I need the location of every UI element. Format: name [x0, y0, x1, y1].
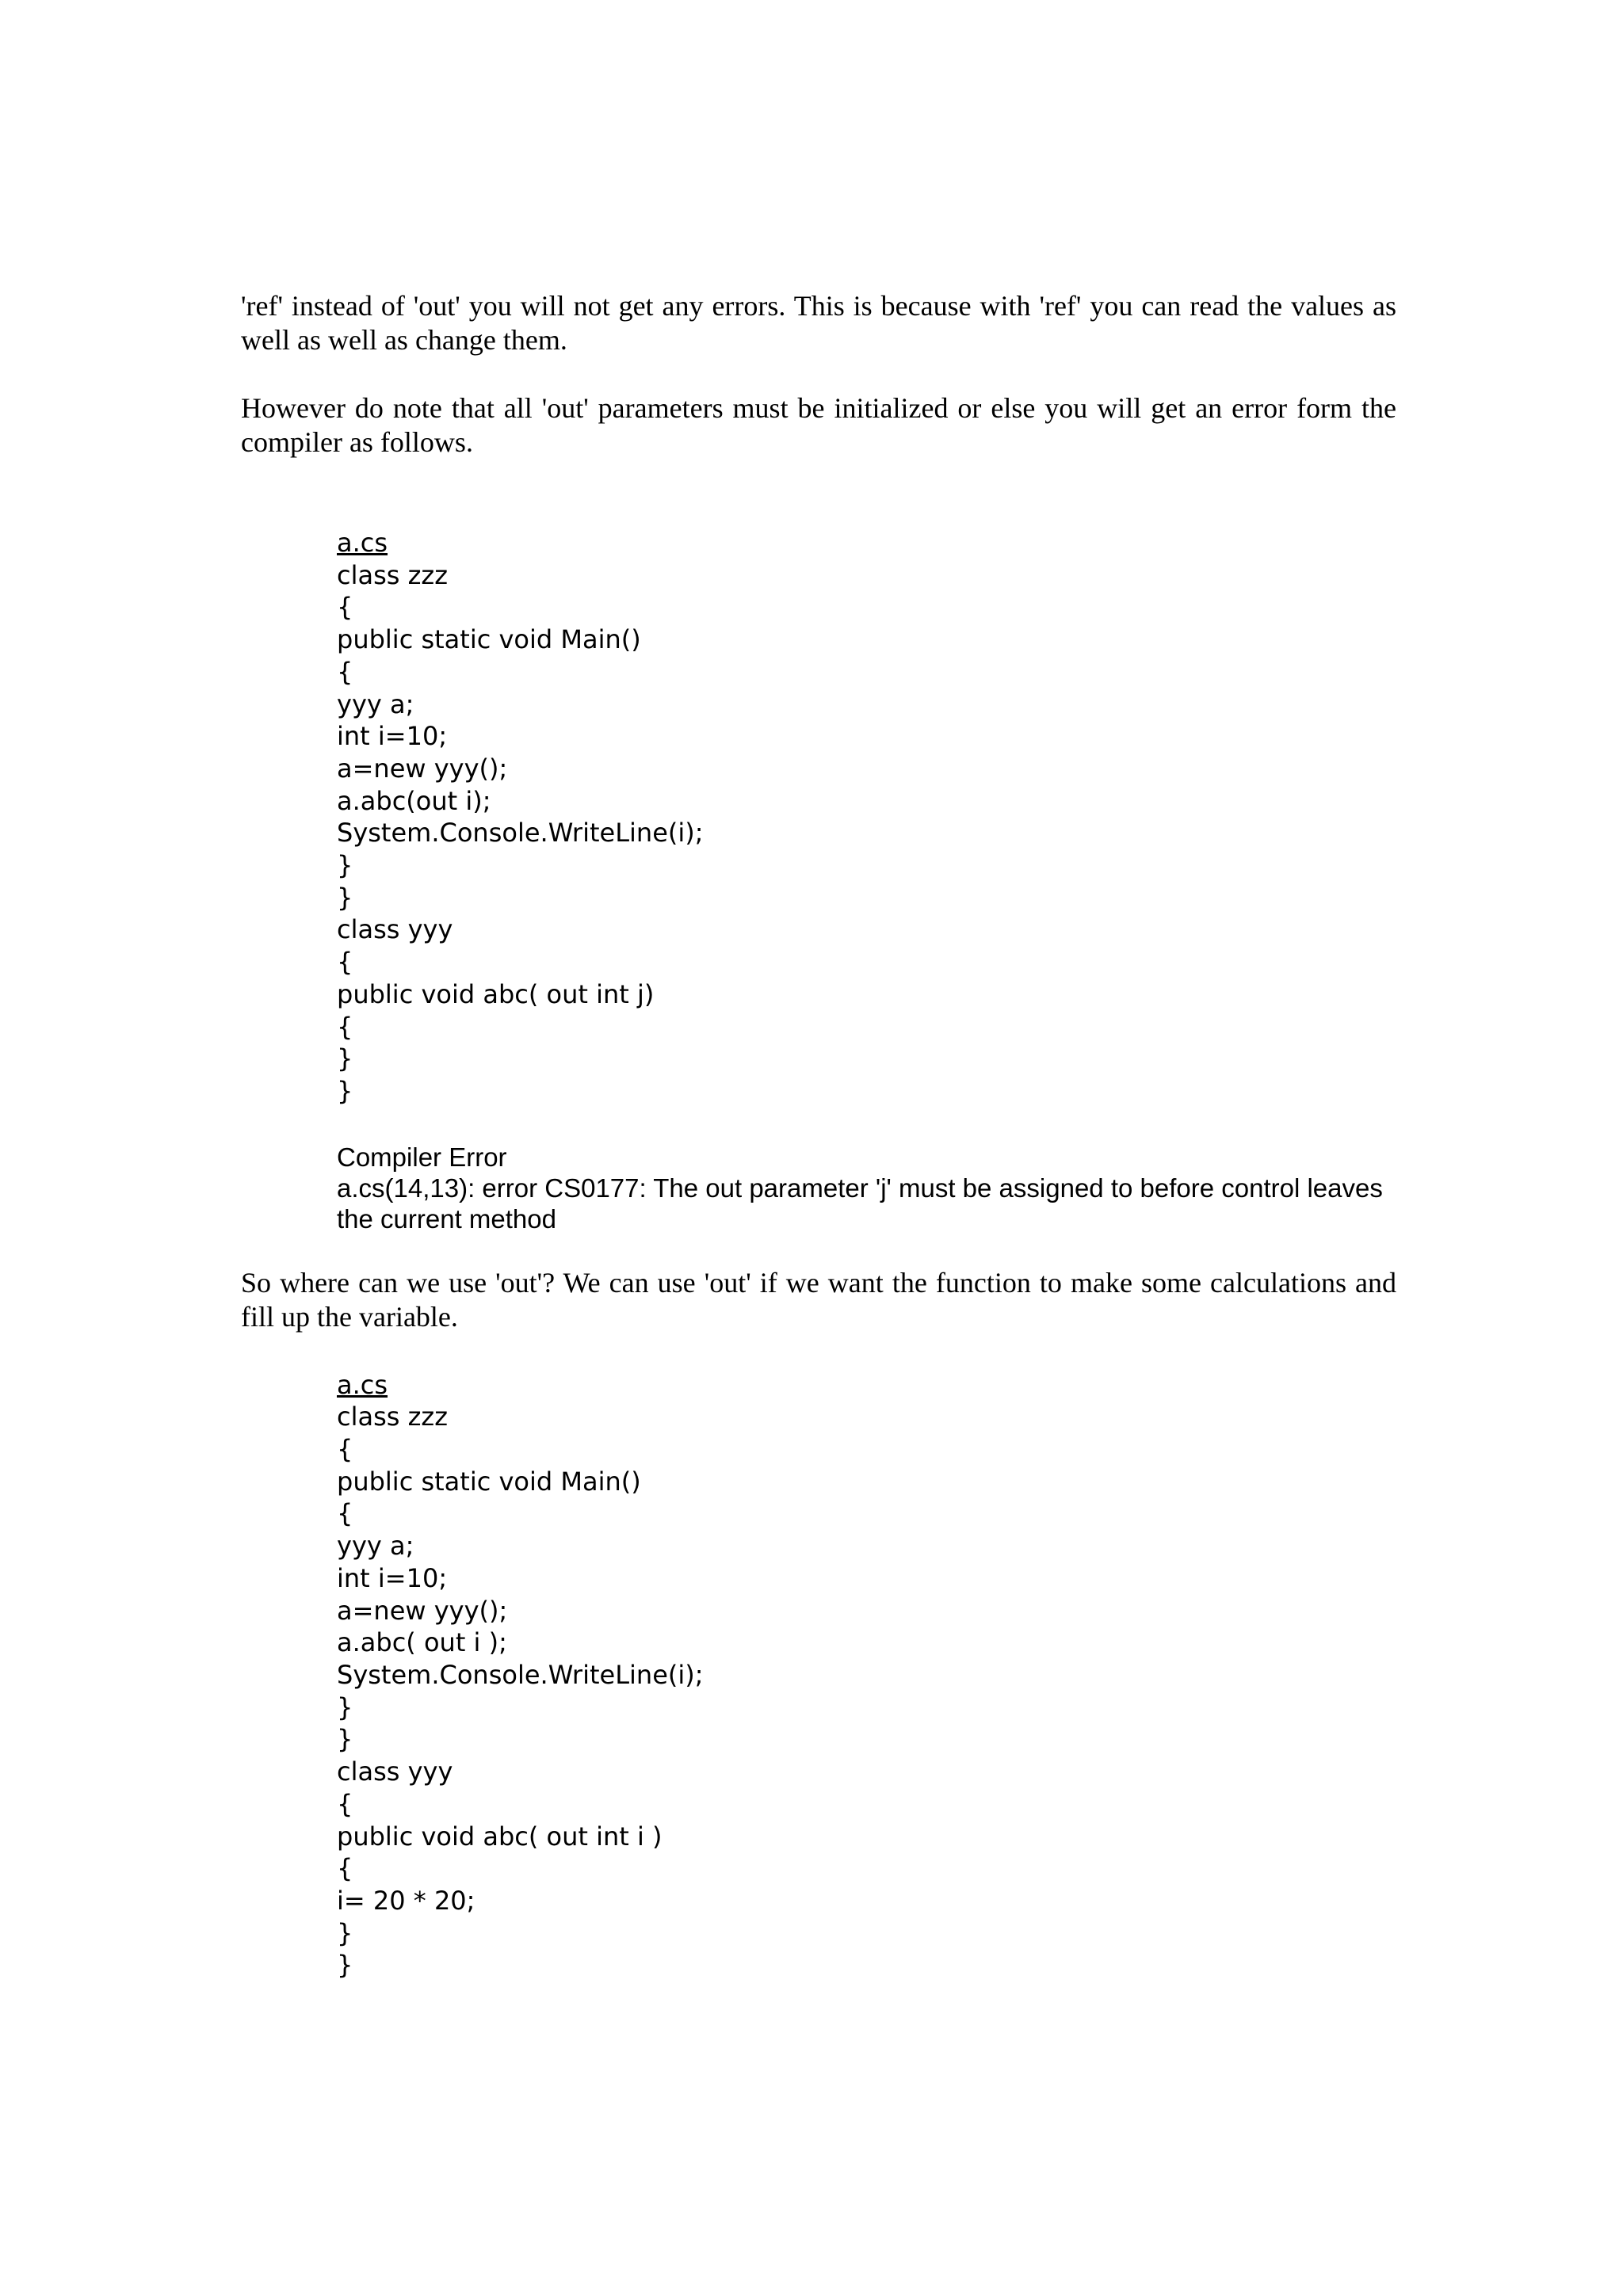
code-line: {: [337, 1498, 353, 1529]
code-line: public void abc( out int i ): [337, 1821, 663, 1852]
code-line: {: [337, 947, 353, 978]
code-line: int i=10;: [337, 1562, 448, 1593]
code-line: a=new yyy();: [337, 753, 508, 784]
code-line: }: [337, 882, 353, 913]
code-line: }: [337, 1075, 353, 1106]
code-line: int i=10;: [337, 721, 448, 752]
code-line: {: [337, 592, 353, 623]
paragraph-where-use-out: So where can we use 'out'? We can use 'out' if we want the function to make some calculations and fill up the variable.: [241, 1266, 1396, 1333]
code-filename: a.cs: [337, 528, 388, 558]
code-line: class zzz: [337, 1402, 448, 1432]
compiler-error-message: a.cs(14,13): error CS0177: The out parameter 'j' must be assigned to before control leaves the current method: [337, 1173, 1383, 1234]
code-line: }: [337, 1691, 353, 1722]
code-line: a.abc( out i );: [337, 1627, 507, 1658]
paragraph-ref-vs-out: 'ref' instead of 'out' you will not get any errors. This is because with 'ref' you can read the values as well as well as change them.: [241, 290, 1396, 356]
code-line: System.Console.WriteLine(i);: [337, 818, 704, 849]
code-line: public void abc( out int j): [337, 978, 655, 1009]
compiler-error-block: [337, 1142, 1415, 1234]
code-filename: a.cs: [337, 1369, 388, 1400]
code-line: {: [337, 1853, 353, 1884]
code-line: }: [337, 850, 353, 881]
code-line: {: [337, 1788, 353, 1819]
code-line: yyy a;: [337, 1531, 414, 1562]
code-line: {: [337, 1011, 353, 1042]
code-line: System.Console.WriteLine(i);: [337, 1659, 704, 1690]
code-line: public static void Main(): [337, 624, 641, 655]
document-page: [0, 289, 1623, 1981]
code-line: class yyy: [337, 914, 453, 945]
code-line: class yyy: [337, 1756, 453, 1787]
code-line: }: [337, 1917, 353, 1948]
paragraph-out-initialization: However do note that all 'out' parameters must be initialized or else you will get an error form the compiler as follows.: [241, 392, 1396, 458]
code-line: yyy a;: [337, 688, 414, 719]
code-line: a.abc(out i);: [337, 785, 491, 816]
code-line: }: [337, 1724, 353, 1755]
code-line: a=new yyy();: [337, 1595, 508, 1626]
code-line: i= 20 * 20;: [337, 1885, 475, 1916]
code-line: public static void Main(): [337, 1466, 641, 1497]
compiler-error-title: Compiler Error: [337, 1142, 507, 1172]
code-line: {: [337, 656, 353, 687]
code-block-1: [337, 527, 1623, 1108]
code-line: }: [337, 1043, 353, 1074]
code-line: }: [337, 1950, 353, 1981]
code-block-2: [337, 1369, 1623, 1981]
code-line: {: [337, 1434, 353, 1465]
code-line: class zzz: [337, 559, 448, 590]
